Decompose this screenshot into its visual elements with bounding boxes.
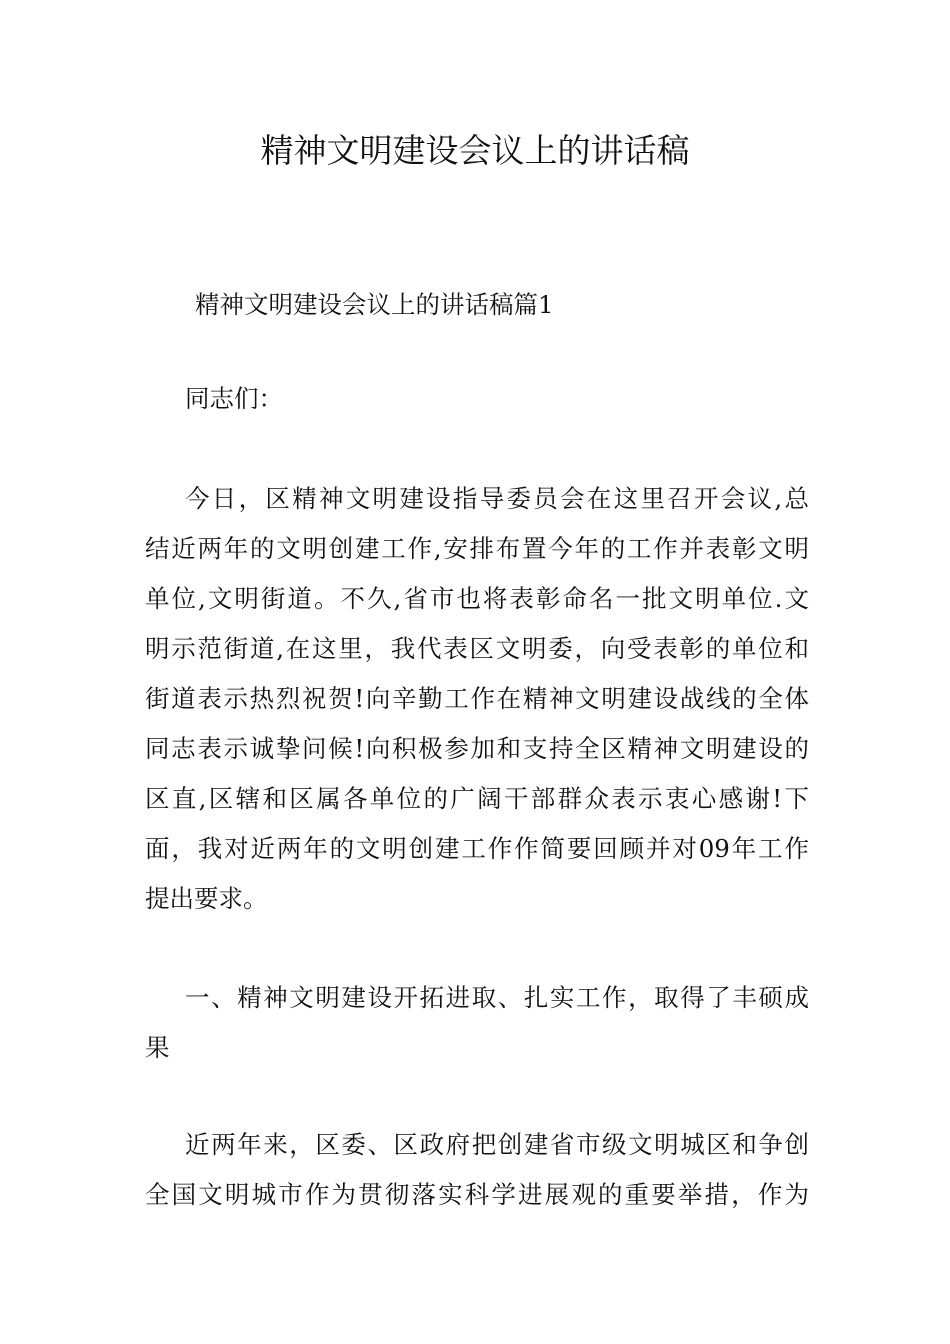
- paragraph-line: 一、精神文明建设开拓进取、扎实工作，取得了丰硕成: [185, 983, 809, 1012]
- paragraph-line: 区直,区辖和区属各单位的广阔干部群众表示衷心感谢!下: [145, 784, 809, 813]
- paragraph-review: [145, 1120, 809, 1220]
- paragraph-line: 近两年来，区委、区政府把创建省市级文明城区和争创: [185, 1130, 809, 1159]
- paragraph-line: 明示范街道,在这里，我代表区文明委，向受表彰的单位和: [145, 634, 809, 663]
- paragraph-line: 面，我对近两年的文明创建工作作简要回顾并对09年工作: [145, 834, 809, 863]
- salutation: 同志们：: [185, 384, 283, 413]
- paragraph-line: 同志表示诚挚问候!向积极参加和支持全区精神文明建设的: [145, 734, 809, 763]
- paragraph-opening: [145, 474, 809, 924]
- paragraph-line: 果: [145, 1033, 170, 1062]
- document-title: 精神文明建设会议上的讲话稿: [260, 131, 690, 170]
- document-subtitle: 精神文明建设会议上的讲话稿篇1: [195, 290, 554, 319]
- paragraph-line: 全国文明城市作为贯彻落实科学进展观的重要举措，作为: [145, 1180, 809, 1209]
- paragraph-line: 单位,文明街道。不久,省市也将表彰命名一批文明单位.文: [145, 584, 809, 613]
- paragraph-line: 提出要求。: [145, 884, 268, 913]
- paragraph-line: 今日，区精神文明建设指导委员会在这里召开会议,总: [185, 484, 809, 513]
- paragraph-line: 街道表示热烈祝贺!向辛勤工作在精神文明建设战线的全体: [145, 684, 809, 713]
- paragraph-line: 结近两年的文明创建工作,安排布置今年的工作并表彰文明: [145, 534, 809, 563]
- section-heading-one: [145, 973, 809, 1073]
